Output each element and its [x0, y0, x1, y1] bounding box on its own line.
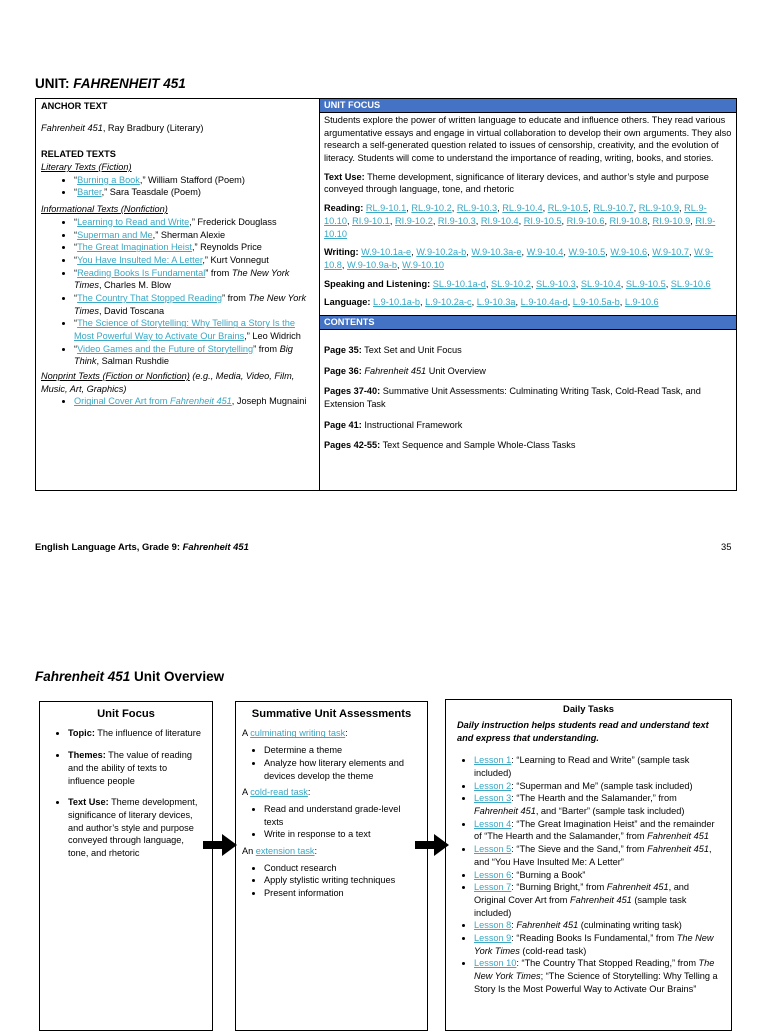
list-item: • “Superman and Me,” Sherman Alexie [74, 229, 314, 242]
writing-standards: Writing: W.9-10.1a-e, W.9-10.2a-b, W.9-10.3a-e, W.9-10.4, W.9-10.5, W.9-10.6, W.9-10.7, W.9-10.8, W.9-10.9a-b, W.9-10.10 [324, 247, 714, 270]
standard-link[interactable]: RL.9-10.3 [456, 203, 498, 214]
related-texts-heading: RELATED TEXTS [41, 149, 116, 160]
lesson-link[interactable]: Lesson 7 [474, 882, 512, 893]
extension-task-list [236, 862, 427, 900]
standard-link[interactable]: W.9-10.2a-b [416, 247, 467, 258]
literary-texts-list [41, 174, 314, 199]
list-item: • Determine a theme [264, 744, 421, 757]
culminating-task-list [236, 744, 427, 782]
lesson-item: • Lesson 1: “Learning to Read and Write” (sample task included) [474, 754, 723, 779]
lesson-link[interactable]: Lesson 9 [474, 932, 512, 943]
unit-focus-paragraph: Students explore the power of written language to educate and influence others. They read various argumentative essays and engage in virtual collaboration to develop their own arguments. They also research a self-generated question related to issues of censorship, creativity, and the evolution of literacy. Students will come to understand the importance of reading, writing, books, and stories. [324, 115, 732, 164]
standard-link[interactable]: RL.9-10.9 [638, 203, 680, 214]
lesson-link[interactable]: Lesson 1 [474, 755, 512, 766]
list-item: • Topic: The influence of literature [68, 727, 206, 740]
cold-read-label: A cold-read task: [242, 787, 311, 798]
list-item: • “Video Games and the Future of Storytelling” from Big Think, Salman Rushdie [74, 343, 314, 368]
lesson-link[interactable]: Lesson 3 [474, 793, 512, 804]
text-use: Text Use: Theme development, significance of literary devices, and author’s style and purpose conveyed through language, tone, and rhetoric [324, 171, 709, 195]
informational-text-link[interactable]: The Great Imagination Heist [77, 242, 192, 253]
lesson-link[interactable]: Lesson 6 [474, 869, 512, 880]
standard-link[interactable]: L.9-10.2a-c [425, 297, 472, 308]
lesson-link[interactable]: Lesson 10 [474, 958, 517, 969]
standard-link[interactable]: W.9-10.5 [568, 247, 606, 258]
standard-link[interactable]: RI.9-10.9 [652, 215, 691, 226]
daily-tasks-intro: Daily instruction helps students read and understand text and express that understanding. [457, 719, 709, 743]
lesson-item: • Lesson 6: “Burning a Book” [474, 869, 723, 882]
standard-link[interactable]: RI.9-10.8 [609, 215, 648, 226]
standard-link[interactable]: RL.9-10.7 [593, 203, 634, 214]
contents-item: Page 41: Instructional Framework [324, 419, 463, 430]
standard-link[interactable]: L.9-10.5a-b [572, 297, 620, 308]
list-item: • Original Cover Art from Fahrenheit 451, Joseph Mugnaini [74, 395, 314, 408]
overview-title: Fahrenheit 451 Unit Overview [35, 669, 225, 684]
informational-text-link[interactable]: You Have Insulted Me: A Letter [77, 254, 203, 265]
list-item: • “You Have Insulted Me: A Letter,” Kurt Vonnegut [74, 254, 314, 267]
contents-item: Pages 42-55: Text Sequence and Sample Whole-Class Tasks [324, 440, 576, 451]
lesson-item: • Lesson 10: “The Country That Stopped Reading,” from The New York Times; “The Science of Storytelling: Why Telling a Story Is the Most Powerful Way to Activate Our Brains” [474, 957, 723, 995]
summative-box-title: Summative Unit Assessments [251, 708, 412, 720]
page-footer: English Language Arts, Grade 9: Fahrenheit 451 [35, 541, 249, 552]
extension-label: An extension task: [242, 845, 318, 856]
list-item: • Themes: The value of reading and the ability of texts to influence people [68, 749, 206, 787]
standard-link[interactable]: RI.9-10.10 [324, 215, 716, 239]
nonprint-texts-heading: Nonprint Texts (Fiction or Nonfiction) (e.g., Media, Video, Film, Music, Art, Graphics) [41, 371, 295, 394]
daily-tasks-title: Daily Tasks [563, 703, 614, 714]
culminating-task-label: A culminating writing task: [242, 728, 348, 739]
standard-link[interactable]: W.9-10.8 [324, 247, 714, 270]
standard-link[interactable]: SL.9-10.1a-d [432, 278, 486, 289]
standard-link[interactable]: RI.9-10.5 [523, 215, 562, 226]
literary-text-link[interactable]: Burning a Book [77, 174, 140, 185]
informational-text-link[interactable]: The Science of Storytelling: Why Telling a Story Is the Most Powerful Way to Activate Our Brains [74, 318, 295, 341]
texts-column [36, 99, 320, 490]
list-item: • “The Science of Storytelling: Why Telling a Story Is the Most Powerful Way to Activate Our Brains,” Leo Widrich [74, 317, 314, 342]
standard-link[interactable]: RL.9-10.2 [411, 203, 452, 214]
informational-text-link[interactable]: Video Games and the Future of Storytelling [77, 343, 254, 354]
list-item: • Present information [264, 887, 421, 900]
list-item: • “The Great Imagination Heist,” Reynolds Price [74, 241, 314, 254]
informational-text-link[interactable]: Learning to Read and Write [77, 216, 190, 227]
contents-item: Page 35: Text Set and Unit Focus [324, 344, 462, 355]
lesson-item: • Lesson 2: “Superman and Me” (sample task included) [474, 780, 723, 793]
summative-assessments-box [235, 701, 428, 1031]
lesson-item: • Lesson 9: “Reading Books Is Fundamental,” from The New York Times (cold-read task) [474, 932, 723, 957]
extension-task-link[interactable]: extension task [255, 845, 315, 856]
standard-link[interactable]: W.9-10.4 [526, 247, 564, 258]
standard-link[interactable]: W.9-10.9a-b [347, 259, 398, 270]
standard-link[interactable]: L.9-10.4a-d [520, 297, 568, 308]
list-item: • “Burning a Book,” William Stafford (Poem) [74, 174, 314, 187]
standard-link[interactable]: RL.9-10.10 [324, 203, 707, 226]
contents-item: Page 36: Fahrenheit 451 Unit Overview [324, 365, 486, 376]
lesson-item: • Lesson 3: “The Hearth and the Salamander,” from Fahrenheit 451, and “Barter” (sample task included) [474, 792, 723, 817]
list-item: • Apply stylistic writing techniques [264, 874, 421, 887]
standard-link[interactable]: W.9-10.7 [652, 247, 690, 258]
standard-link[interactable]: RL.9-10.4 [502, 203, 543, 214]
lesson-item: • Lesson 7: “Burning Bright,” from Fahrenheit 451, and Original Cover Art from Fahrenheit 451 (sample task included) [474, 881, 723, 919]
contents-heading: CONTENTS [320, 315, 736, 330]
list-item: • “The Country That Stopped Reading” from The New York Times, David Toscana [74, 292, 314, 317]
unit-focus-heading: UNIT FOCUS [320, 99, 736, 113]
list-item: • “Barter,” Sara Teasdale (Poem) [74, 186, 314, 199]
standard-link[interactable]: L.9-10.3a [476, 297, 516, 308]
list-item: • Text Use: Theme development, significance of literary devices, and author’s style and purpose conveyed through language, tone, and rhetoric [68, 796, 206, 859]
cold-read-list [236, 803, 427, 841]
lesson-link[interactable]: Lesson 8 [474, 920, 512, 931]
lesson-item: • Lesson 5: “The Sieve and the Sand,” from Fahrenheit 451, and “You Have Insulted Me: A Letter” [474, 843, 723, 868]
lesson-item: • Lesson 4: “The Great Imagination Heist” and the remainder of “The Hearth and the Salamander,” from Fahrenheit 451 [474, 818, 723, 843]
unit-title: UNIT: FAHRENHEIT 451 [35, 76, 186, 91]
page-number: 35 [721, 541, 732, 552]
lesson-list [446, 754, 731, 995]
list-item: • Read and understand grade-level texts [264, 803, 421, 828]
standard-link[interactable]: RI.9-10.2 [395, 215, 433, 226]
standard-link[interactable]: SL.9-10.2 [490, 278, 531, 289]
standard-link[interactable]: W.9-10.1a-e [361, 247, 412, 258]
standard-link[interactable]: SL.9-10.5 [625, 278, 666, 289]
daily-tasks-box [445, 699, 732, 1031]
anchor-text: Fahrenheit 451, Ray Bradbury (Literary) [41, 122, 204, 133]
cover-art-link[interactable]: Original Cover Art from Fahrenheit 451 [74, 396, 232, 407]
standard-link[interactable]: L.9-10.6 [624, 297, 659, 308]
standard-link[interactable]: SL.9-10.4 [580, 278, 621, 289]
literary-text-link[interactable]: Barter [77, 187, 102, 198]
focus-column [320, 99, 736, 490]
cold-read-task-link[interactable]: cold-read task [250, 787, 308, 798]
lesson-link[interactable]: Lesson 4 [474, 818, 512, 829]
standard-link[interactable]: SL.9-10.6 [670, 278, 711, 289]
unit-table [35, 98, 737, 491]
anchor-text-heading: ANCHOR TEXT [41, 101, 108, 111]
standard-link[interactable]: RI.9-10.4 [480, 215, 519, 226]
list-item: • Write in response to a text [264, 828, 421, 841]
unit-focus-box [39, 701, 213, 1031]
arrow-right-icon [203, 834, 239, 856]
list-item: • “Reading Books Is Fundamental” from The New York Times, Charles M. Blow [74, 267, 314, 292]
lesson-item: • Lesson 8: Fahrenheit 451 (culminating writing task) [474, 919, 723, 932]
list-item: • “Learning to Read and Write,” Frederick Douglass [74, 216, 314, 229]
list-item: • Analyze how literary elements and devices develop the theme [264, 757, 421, 782]
informational-text-link[interactable]: Superman and Me [77, 229, 153, 240]
culminating-task-link[interactable]: culminating writing task [250, 728, 346, 739]
language-standards: Language: L.9-10.1a-b, L.9-10.2a-c, L.9-10.3a, L.9-10.4a-d, L.9-10.5a-b, L.9-10.6 [324, 297, 659, 308]
informational-texts-heading: Informational Texts (Nonfiction) [41, 204, 168, 215]
standard-link[interactable]: L.9-10.1a-b [373, 297, 421, 308]
unit-focus-box-title: Unit Focus [97, 708, 155, 720]
standard-link[interactable]: RL.9-10.1 [365, 203, 407, 214]
unit-focus-items [40, 727, 212, 859]
standard-link[interactable]: SL.9-10.3 [535, 278, 576, 289]
lesson-link[interactable]: Lesson 2 [474, 780, 512, 791]
informational-text-link[interactable]: Reading Books Is Fundamental [77, 267, 206, 278]
standard-link[interactable]: RI.9-10.6 [566, 215, 605, 226]
reading-standards: Reading: RL.9-10.1, RL.9-10.2, RL.9-10.3, RL.9-10.4, RL.9-10.5, RL.9-10.7, RL.9-10.9, RL.9-10.10, RI.9-10.1, RI.9-10.2, RI.9-10.3, RI.9-10.4, RI.9-10.5, RI.9-10.6, RI.9-10.8, RI.9-10.9, RI.9-10.10 [324, 203, 716, 239]
informational-text-link[interactable]: The Country That Stopped Reading [77, 292, 222, 303]
standard-link[interactable]: W.9-10.10 [402, 259, 445, 270]
standard-link[interactable]: RI.9-10.1 [352, 215, 390, 226]
contents-item: Pages 37-40: Summative Unit Assessments: Culminating Writing Task, Cold-Read Task, and Extension Task [324, 386, 701, 409]
informational-texts-list [41, 216, 314, 368]
speaking-standards: Speaking and Listening: SL.9-10.1a-d, SL.9-10.2, SL.9-10.3, SL.9-10.4, SL.9-10.5, SL.9-10.6 [324, 278, 711, 289]
contents-list [320, 330, 736, 460]
standard-link[interactable]: W.9-10.6 [610, 247, 648, 258]
standard-link[interactable]: RL.9-10.5 [547, 203, 589, 214]
unit-focus-body [320, 113, 736, 315]
literary-texts-heading: Literary Texts (Fiction) [41, 162, 132, 173]
standard-link[interactable]: W.9-10.3a-e [471, 247, 522, 258]
list-item: • Conduct research [264, 862, 421, 875]
lesson-link[interactable]: Lesson 5 [474, 844, 512, 855]
nonprint-texts-list [41, 395, 314, 408]
standard-link[interactable]: RI.9-10.3 [437, 215, 476, 226]
